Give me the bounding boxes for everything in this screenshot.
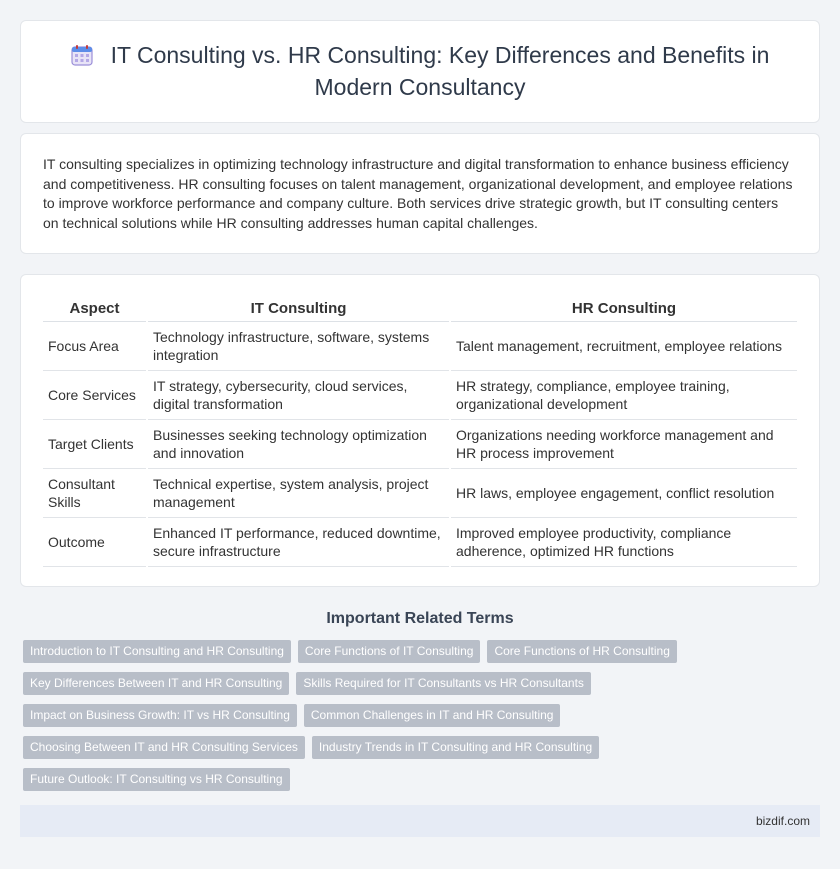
- related-terms-list: [20, 640, 820, 791]
- related-term-tag[interactable]: Introduction to IT Consulting and HR Consulting: [23, 640, 291, 663]
- related-term-tag[interactable]: Choosing Between IT and HR Consulting Services: [23, 736, 305, 759]
- page-title: IT Consulting vs. HR Consulting: Key Differences and Benefits in Modern Consultancy: [110, 42, 770, 100]
- related-term-tag[interactable]: Core Functions of HR Consulting: [487, 640, 676, 663]
- related-term-tag[interactable]: Impact on Business Growth: IT vs HR Consulting: [23, 704, 297, 727]
- row-it-value: Technology infrastructure, software, systems integration: [147, 321, 450, 370]
- intro-text: IT consulting specializes in optimizing technology infrastructure and digital transformation to enhance business efficiency and competitiveness. HR consulting focuses on talent management, organizational development, and employee relations to improve workforce performance and company culture. Both services drive strategic growth, but IT consulting centers on technical solutions while HR consulting addresses human capital challenges.: [43, 156, 793, 231]
- row-aspect: Consultant Skills: [43, 468, 147, 517]
- table-row: [43, 517, 797, 566]
- page-title-wrap: [61, 41, 779, 102]
- table-row: [43, 419, 797, 468]
- table-row: [43, 370, 797, 419]
- table-row: [43, 468, 797, 517]
- intro-card: [20, 133, 820, 254]
- related-term-tag[interactable]: Key Differences Between IT and HR Consulting: [23, 672, 289, 695]
- table-row: [43, 321, 797, 370]
- table-header-row: [43, 295, 797, 321]
- row-hr-value: Talent management, recruitment, employee relations: [450, 321, 797, 370]
- row-it-value: Technical expertise, system analysis, project management: [147, 468, 450, 517]
- related-term-tag[interactable]: Industry Trends in IT Consulting and HR Consulting: [312, 736, 599, 759]
- header-aspect: Aspect: [43, 295, 147, 321]
- related-term-tag[interactable]: Common Challenges in IT and HR Consulting: [304, 704, 561, 727]
- title-card: [20, 20, 820, 123]
- header-it-consulting: IT Consulting: [147, 295, 450, 321]
- row-hr-value: HR laws, employee engagement, conflict resolution: [450, 468, 797, 517]
- row-hr-value: HR strategy, compliance, employee training, organizational development: [450, 370, 797, 419]
- comparison-card: [20, 274, 820, 587]
- row-aspect: Target Clients: [43, 419, 147, 468]
- row-aspect: Outcome: [43, 517, 147, 566]
- related-term-tag[interactable]: Core Functions of IT Consulting: [298, 640, 481, 663]
- related-term-tag[interactable]: Future Outlook: IT Consulting vs HR Consulting: [23, 768, 290, 791]
- footer: [20, 805, 820, 837]
- row-it-value: Businesses seeking technology optimization and innovation: [147, 419, 450, 468]
- row-it-value: IT strategy, cybersecurity, cloud services, digital transformation: [147, 370, 450, 419]
- footer-site-link[interactable]: bizdif.com: [755, 814, 810, 828]
- calendar-icon: [71, 44, 93, 73]
- comparison-table: [43, 295, 797, 567]
- header-hr-consulting: HR Consulting: [450, 295, 797, 321]
- row-hr-value: Improved employee productivity, compliance adherence, optimized HR functions: [450, 517, 797, 566]
- row-it-value: Enhanced IT performance, reduced downtime, secure infrastructure: [147, 517, 450, 566]
- related-term-tag[interactable]: Skills Required for IT Consultants vs HR Consultants: [296, 672, 591, 695]
- row-aspect: Core Services: [43, 370, 147, 419]
- related-terms-title: Important Related Terms: [326, 610, 514, 627]
- row-hr-value: Organizations needing workforce management and HR process improvement: [450, 419, 797, 468]
- row-aspect: Focus Area: [43, 321, 147, 370]
